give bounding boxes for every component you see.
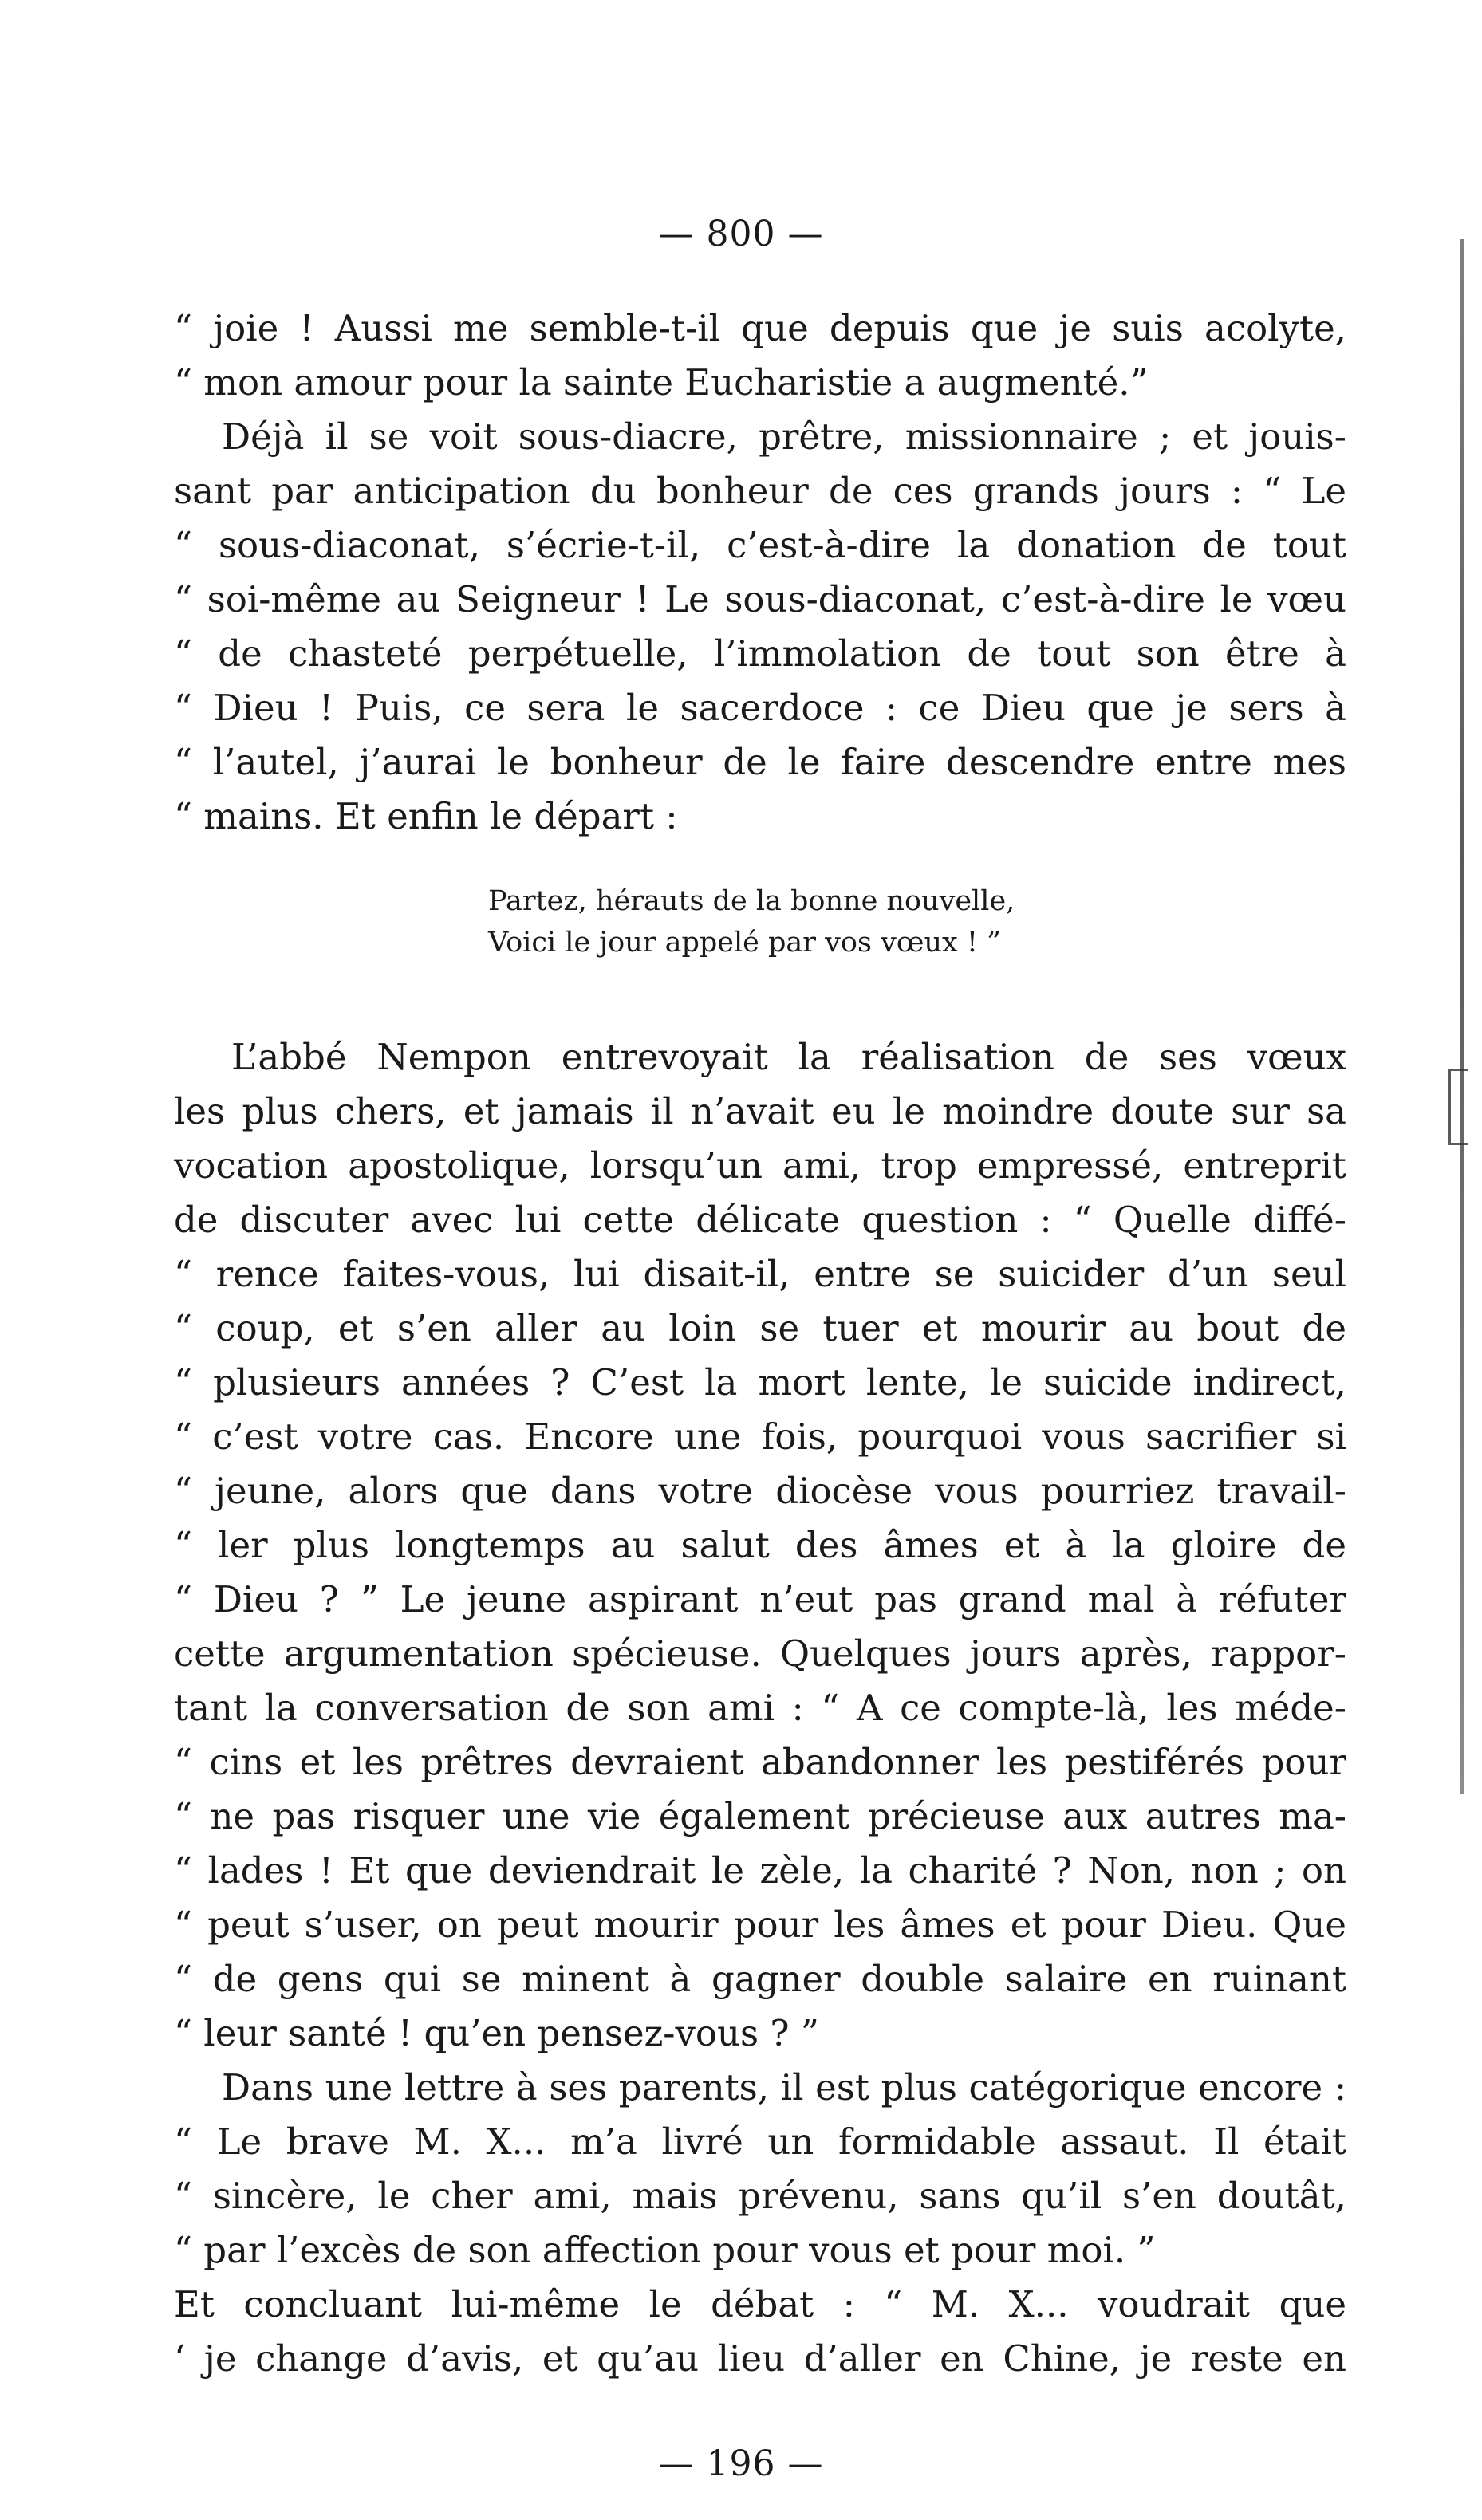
verse-line: Voici le jour appelé par vos vœux ! ”	[488, 927, 1001, 959]
text-line: “ jeune, alors que dans votre diocèse vous pourriez travail-	[174, 1470, 1346, 1512]
text-line: “ peut s’user, on peut mourir pour les âmes et pour Dieu. Que	[174, 1904, 1346, 1946]
binding-edge-shadow	[1460, 239, 1464, 1794]
page-number-bottom: — 196 —	[658, 2443, 824, 2484]
paragraph-3	[174, 2061, 1346, 2386]
text-line: Et concluant lui-même le débat : “ M. X... voudrait que	[174, 2283, 1346, 2325]
text-line: “ plusieurs années ? C’est la mort lente, le suicide indirect,	[174, 1361, 1346, 1404]
text-line: “ c’est votre cas. Encore une fois, pourquoi vous sacrifier si	[174, 1416, 1346, 1458]
text-line: “ soi-même au Seigneur ! Le sous-diaconat, c’est-à-dire le vœu	[174, 578, 1346, 620]
text-line: L’abbé Nempon entrevoyait la réalisation de ses vœux	[231, 1036, 1346, 1078]
text-line: Déjà il se voit sous-diacre, prêtre, missionnaire ; et jouis-	[222, 415, 1346, 458]
text-line: “ mains. Et enfin le départ :	[174, 795, 678, 837]
text-line: Dans une lettre à ses parents, il est plus catégorique encore :	[222, 2066, 1346, 2109]
verse-line: Partez, hérauts de la bonne nouvelle,	[488, 885, 1015, 917]
text-line: de discuter avec lui cette délicate question : “ Quelle diffé-	[174, 1199, 1346, 1241]
text-line: “ lades ! Et que deviendrait le zèle, la charité ? Non, non ; on	[174, 1849, 1346, 1892]
text-line: ‘ je change d’avis, et qu’au lieu d’aller en Chine, je reste en	[174, 2337, 1346, 2380]
text-line: “ de chasteté perpétuelle, l’immolation de tout son être à	[174, 632, 1346, 675]
binding-edge-mark	[1448, 1069, 1468, 1145]
text-line: “ coup, et s’en aller au loin se tuer et mourir au bout de	[174, 1307, 1346, 1349]
text-line: “ Dieu ? ” Le jeune aspirant n’eut pas grand mal à réfuter	[174, 1578, 1346, 1620]
text-line: “ cins et les prêtres devraient abandonner les pestiférés pour	[174, 1741, 1346, 1783]
text-line: “ l’autel, j’aurai le bonheur de le faire descendre entre mes	[174, 741, 1346, 783]
text-line: “ ler plus longtemps au salut des âmes et à la gloire de	[174, 1524, 1346, 1566]
text-line: “ rence faites-vous, lui disait-il, entre se suicider d’un seul	[174, 1253, 1346, 1295]
text-line: tant la conversation de son ami : “ A ce compte-là, les méde-	[174, 1687, 1346, 1729]
text-line: les plus chers, et jamais il n’avait eu le moindre doute sur sa	[174, 1090, 1346, 1132]
page-number-top: — 800 —	[658, 214, 824, 254]
text-line: “ leur santé ! qu’en pensez-vous ? ”	[174, 2012, 819, 2054]
text-line: “ joie ! Aussi me semble-t-il que depuis que je suis acolyte,	[174, 307, 1346, 349]
paragraph-2	[174, 1030, 1346, 2061]
text-line: cette argumentation spécieuse. Quelques jours après, rappor-	[174, 1632, 1346, 1675]
text-line: “ de gens qui se minent à gagner double salaire en ruinant	[174, 1958, 1346, 2000]
text-line: “ ne pas risquer une vie également précieuse aux autres ma-	[174, 1795, 1346, 1837]
verse-quotation	[488, 880, 1286, 963]
text-line: “ mon amour pour la sainte Eucharistie a augmenté.”	[174, 361, 1149, 404]
text-line: sant par anticipation du bonheur de ces grands jours : “ Le	[174, 470, 1346, 512]
text-line: “ sous-diaconat, s’écrie-t-il, c’est-à-dire la donation de tout	[174, 524, 1346, 566]
text-line: “ Dieu ! Puis, ce sera le sacerdoce : ce Dieu que je sers à	[174, 687, 1346, 729]
text-line: “ sincère, le cher ami, mais prévenu, sans qu’il s’en doutât,	[174, 2175, 1346, 2217]
paragraph-1	[174, 301, 1346, 844]
text-line: vocation apostolique, lorsqu’un ami, trop empressé, entreprit	[174, 1144, 1346, 1187]
text-line: “ Le brave M. X... m’a livré un formidable assaut. Il était	[174, 2120, 1346, 2163]
text-line: “ par l’excès de son affection pour vous et pour moi. ”	[174, 2229, 1156, 2271]
